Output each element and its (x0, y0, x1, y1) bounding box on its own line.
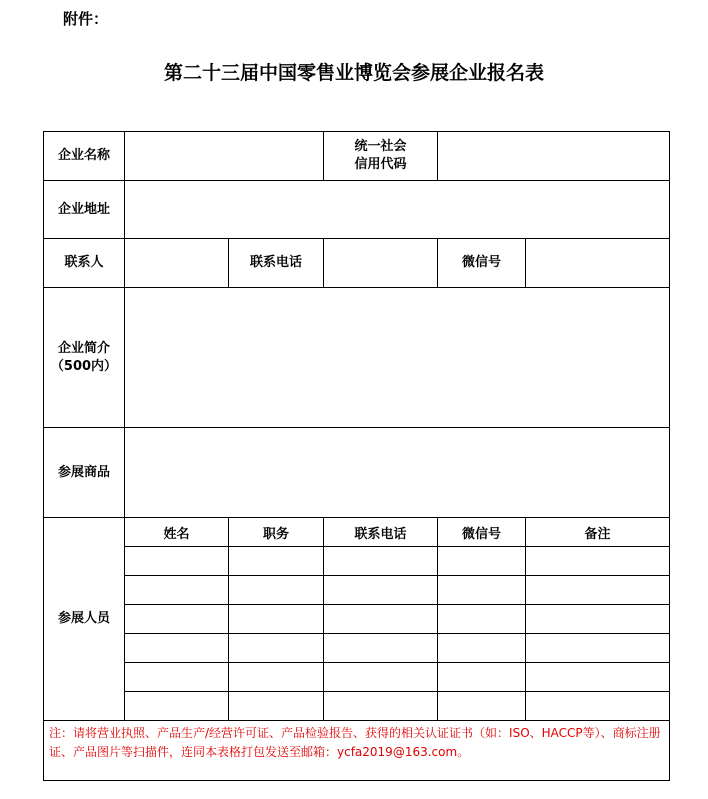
contact-phone-field[interactable] (324, 239, 438, 288)
cell-wechat[interactable] (438, 605, 526, 634)
credit-code-field[interactable] (438, 132, 670, 181)
cell-name[interactable] (125, 692, 229, 721)
cell-phone[interactable] (324, 634, 438, 663)
cell-phone[interactable] (324, 605, 438, 634)
company-address-label: 企业地址 (44, 181, 125, 239)
cell-name[interactable] (125, 634, 229, 663)
cell-position[interactable] (229, 634, 324, 663)
form-title: 第二十三届中国零售业博览会参展企业报名表 (163, 62, 544, 84)
company-name-field[interactable] (125, 132, 324, 181)
header-wechat: 微信号 (438, 518, 526, 547)
table-row (44, 605, 670, 634)
header-remark: 备注 (526, 518, 670, 547)
company-intro-field[interactable] (125, 288, 670, 428)
cell-remark[interactable] (526, 663, 670, 692)
cell-name[interactable] (125, 605, 229, 634)
wechat-label: 微信号 (438, 239, 526, 288)
header-name: 姓名 (125, 518, 229, 547)
cell-wechat[interactable] (438, 576, 526, 605)
cell-remark[interactable] (526, 576, 670, 605)
cell-remark[interactable] (526, 692, 670, 721)
exhibit-products-field[interactable] (125, 428, 670, 518)
cell-position[interactable] (229, 605, 324, 634)
contact-person-field[interactable] (125, 239, 229, 288)
cell-position[interactable] (229, 692, 324, 721)
table-row (44, 692, 670, 721)
cell-phone[interactable] (324, 576, 438, 605)
cell-wechat[interactable] (438, 692, 526, 721)
contact-person-label: 联系人 (44, 239, 125, 288)
cell-wechat[interactable] (438, 547, 526, 576)
cell-position[interactable] (229, 576, 324, 605)
registration-form-table (43, 131, 670, 781)
table-row (44, 663, 670, 692)
cell-wechat[interactable] (438, 663, 526, 692)
submission-note: 注：请将营业执照、产品生产/经营许可证、产品检验报告、获得的相关认证证书（如：ISO、HACCP等）、商标注册证、产品图片等扫描件，连同本表格打包发送至邮箱：ycfa2019@163.com。 (44, 721, 670, 781)
cell-remark[interactable] (526, 605, 670, 634)
cell-phone[interactable] (324, 692, 438, 721)
cell-remark[interactable] (526, 634, 670, 663)
company-address-field[interactable] (125, 181, 670, 239)
cell-phone[interactable] (324, 547, 438, 576)
cell-position[interactable] (229, 663, 324, 692)
cell-name[interactable] (125, 663, 229, 692)
cell-name[interactable] (125, 576, 229, 605)
contact-phone-label: 联系电话 (229, 239, 324, 288)
credit-code-label: 统一社会 信用代码 (324, 132, 438, 181)
exhibit-products-label: 参展商品 (44, 428, 125, 518)
cell-phone[interactable] (324, 663, 438, 692)
header-phone: 联系电话 (324, 518, 438, 547)
cell-name[interactable] (125, 547, 229, 576)
wechat-field[interactable] (526, 239, 670, 288)
exhibitors-label: 参展人员 (44, 518, 125, 721)
header-position: 职务 (229, 518, 324, 547)
table-row (44, 576, 670, 605)
table-row (44, 634, 670, 663)
company-intro-label: 企业简介 （500内） (44, 288, 125, 428)
attachment-label: 附件： (63, 10, 109, 28)
cell-position[interactable] (229, 547, 324, 576)
cell-remark[interactable] (526, 547, 670, 576)
cell-wechat[interactable] (438, 634, 526, 663)
table-row (44, 547, 670, 576)
company-name-label: 企业名称 (44, 132, 125, 181)
